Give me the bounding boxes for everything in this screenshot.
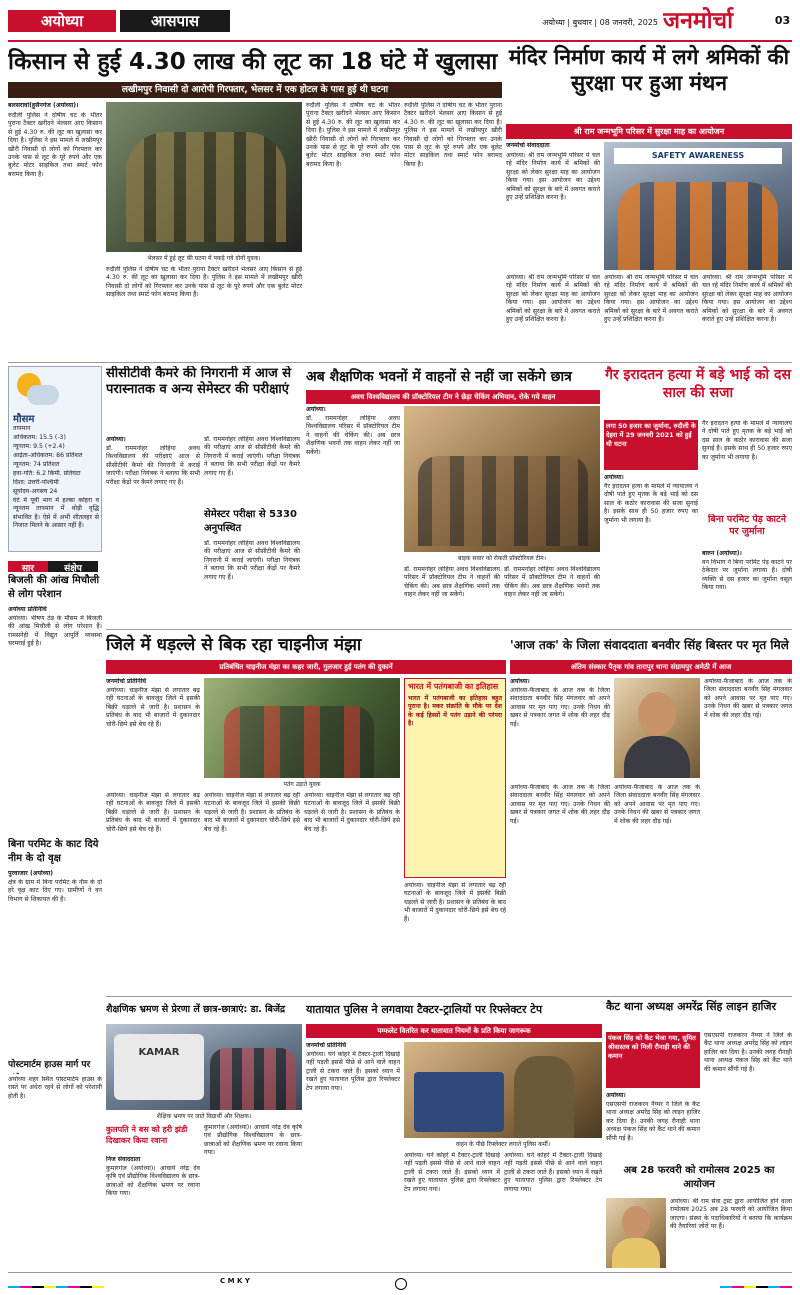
workers-figure (618, 182, 778, 270)
vehicles-body-col2: डॉ. राममनोहर लोहिया अवध विश्वविद्यालय परिसर में प्रॉक्टोरियल टीम ने वाहनों की चेकिंग की। अब छात्र शैक्षणिक भवनों तक वाहन लेकर नहीं जा सकेंगे। (404, 566, 500, 599)
weather-sunrise: सूर्योदय-अगस्त्य 24 (13, 488, 58, 495)
aajtak-body-col3: अयोध्या-फैजाबाद के आज तक के जिला संवाददाता बनवीर सिंह मंगलवार को अपने आवास पर मृत पाए गए। उनके निधन की खबर से पत्रकार जगत में शोक की लहर दौड़ गई। (510, 784, 610, 825)
cmyk-yellow (44, 1286, 56, 1288)
divider-3 (106, 996, 792, 997)
subsection-label: आसपास (120, 10, 230, 32)
cmyk-r-magenta-2 (780, 1286, 792, 1288)
cmyk-letter-m: M (227, 1277, 235, 1285)
saar-label (8, 556, 102, 572)
vehicles-dateline: अयोध्या। (306, 406, 326, 413)
tractor-figure (414, 1072, 504, 1132)
reflector-body-col2: अयोध्या। घने कोहरे में टैक्टर-ट्राली दिखाई नहीं पड़ती इससे पीछे से आने वाले वाहन ट्राली से टकरा जाते हैं। इसको ध्यान में रखते हुए यातायात पुलिस द्वारा रिफ्लेक्टर टेप लगाया गया। (404, 1152, 500, 1193)
officers-group-figure (126, 132, 286, 242)
bike-riders-figure (418, 456, 588, 546)
section-label: अयोध्या (8, 10, 116, 32)
saar-item1-headline: बिजली की आंख मिचौली से लोग परेशान (8, 575, 100, 600)
temple-body-col4: अयोध्या। श्री राम जन्मभूमि परिसर में चल रहे मंदिर निर्माण कार्य में श्रमिकों की सुरक्षा को लेकर सुरक्षा माह का आयोजन किया गया। इस आयोजन का उद्देश्य श्रमिकों को सुरक्षा के बारे में अवगत कराते हुए उन्हें प्रशिक्षित करना है। (702, 274, 792, 324)
permit-dateline: बारुन (अयोध्या)। (702, 550, 742, 557)
cmyk-r-yellow (744, 1286, 756, 1288)
cant-highlight: पंकज सिंह को कैंट भेजा गया, सुमित श्रीवास्तव को मिली रौनाही थाने की कमान (606, 1032, 700, 1088)
cant-body-col2: एसएसपी राजकरन नैय्यर ने जिले के कैंट थाना अध्यक्ष अमरेंद्र सिंह को लाइन हाजिर कर दिया है। उनकी जगह रौनाही थाना अध्यक्ष पंकज सिंह को कैंट थाने की कमान सौंपी गई है। (704, 1032, 792, 1073)
cmyk-cyan-2 (56, 1286, 68, 1288)
weather-box (8, 366, 102, 552)
murder-highlight: लगा 50 हजार का जुर्माना, रुदौली के देहरा में 29 जनवरी 2021 को हुई थी घटना (604, 420, 698, 470)
cctv-subheadline: सेमेस्टर परीक्षा से 5330 अनुपस्थित (204, 509, 297, 534)
saar-item2-dateline: पुरवाजार (अयोध्या) (8, 870, 54, 877)
lead-deck: लखीमपुर निवासी दो आरोपी गिरफ्तार, भेलसर में एक होटल के पास हुई थी घटना (8, 82, 502, 98)
reflector-dateline: जनमोर्चा प्रतिनिधि (306, 1042, 347, 1049)
manjha-body-col1: अयोध्या। चाइनीज मंझा से लगातार बढ़ रही घटनाओं के बावजूद जिले में इसकी बिक्री धड़ल्ले से जारी है। प्रशासन के प्रतिबंध के बाद भी बाजारों में दुकानदार चोरी-छिपे इसे बेच रहे हैं। (106, 687, 200, 728)
aajtak-body-col1: अयोध्या-फैजाबाद के आज तक के जिला संवाददाता बनवीर सिंह मंगलवार को अपने आवास पर मृत पाए गए। उनके निधन की खबर से पत्रकार जगत में शोक की लहर दौड़ गई। (510, 687, 610, 728)
lead-headline: किसान से हुई 4.30 लाख की लूट का 18 घंटे में खुलासा (8, 49, 498, 75)
cmyk-letter-c: C (220, 1277, 226, 1285)
edu-headline: शैक्षणिक भ्रमण से प्रेरणा लें छात्र-छात्राएं: डा. बिजेंद्र (106, 1004, 286, 1015)
permit-body: वन विभाग ने बिना परमिट पेड़ काटने पर ठेकेदार पर जुर्माना लगाया है। दोषी व्यक्ति से दस हजार का जुर्माना वसूल किया गया। (702, 559, 792, 592)
manjha-headline: जिले में धड़ल्ले से बिक रहा चाइनीज मंझा (106, 635, 362, 655)
cmyk-magenta (20, 1286, 32, 1288)
footer-rule (8, 1272, 792, 1273)
weather-body: घंटे में पूर्वी भाग में हल्का कोहरा व न्यूनतम तापमान में थोड़ी वृद्धि संभावित है। ऐसे में अभी शीतलहर से निजात मिलने के आसार नहीं हैं। (13, 497, 99, 530)
manjha-photo (204, 678, 400, 778)
saar-item1-body: अयोध्या। भीषण ठंड के मौसम में बिजली की आंख मिचौली से लोग परेशान हैं। रामसनेही में विद्युत आपूर्ति व्यवस्था चरमराई हुई है। (8, 615, 102, 648)
aajtak-body-col2: अयोध्या-फैजाबाद के आज तक के जिला संवाददाता बनवीर सिंह मंगलवार को अपने आवास पर मृत पाए गए। उनके निधन की खबर से पत्रकार जगत में शोक की लहर दौड़ गई। (704, 678, 792, 719)
cmyk-strip (8, 1278, 208, 1288)
saar-item3-headline: पोस्टमार्टम हाउस मार्ग पर (8, 1060, 91, 1070)
reflector-photo-caption: वाहन के पीछे रिफ्लेक्टर लगाते पुलिस कर्मी। (455, 1141, 551, 1148)
saar-item3-body: अयोध्या शहर स्थित पोस्टमार्टम हाउस के रास्ते पर अंधेरा रहने से लोगों को परेशानी होती है। (8, 1076, 102, 1100)
ramotsav-headline: अब 28 फरवरी को रामोत्सव 2025 का आयोजन (623, 1165, 775, 1190)
divider-2 (106, 629, 792, 630)
weather-humidity-min: न्यूनतम: 74 प्रतिशत (13, 461, 60, 468)
manjha-dateline: जनमोर्चा प्रतिनिधि (106, 678, 147, 685)
cmyk-strip-right (600, 1278, 792, 1288)
lead-body-col4: रुदौली पुलिस ने दोषीय चट के भीतर पुराना टैक्टर खरीदने भेलसर आए किसान से हुई 4.30 रु. की लूट का खुलासा कर दिया है। पुलिस ने इस मामले में लखीमपुर खीरी निवासी दो लोगों को गिरफ्तार कर उनके पास से लूट के पूरे रुपये और एक बुलेट मोटर साइकिल तथा स्मार्ट फोन बरामद किया है। (404, 102, 502, 168)
saar-word: सार (8, 561, 48, 572)
weather-humidity: आर्द्रता-अधिकतम: 86 प्रतिशत (13, 452, 83, 459)
ramotsav-body-shape (612, 1238, 660, 1268)
manjha-deck: प्रतिबंधित चाइनीज मंझा का कहर जारी, गुलजार हुई पतंग की दुकानें (106, 660, 506, 674)
weather-subtitle: तापमान (13, 425, 31, 432)
cmyk-letters (220, 1277, 280, 1289)
weather-direction: दिशा: उत्तरी-पश्चिमी (13, 479, 59, 486)
saar-item2-body: क्षेत्र के ग्राम में बिना परमिट के नीम के दो हरे वृक्ष काट दिए गए। ग्रामीणों ने वन विभाग से शिकायत की है। (8, 879, 102, 903)
sankshep-word: संक्षेप (48, 561, 98, 572)
history-box-body: भारत में पतंगबाजी का इतिहास बहुत पुराना है। मकर संक्रांति के मौके पर देश के कई हिस्सों में पतंग उड़ाने की परंपरा है। (408, 695, 502, 728)
reflector-body-col3: अयोध्या। घने कोहरे में टैक्टर-ट्राली दिखाई नहीं पड़ती इससे पीछे से आने वाले वाहन ट्राली से टकरा जाते हैं। इसको ध्यान में रखते हुए यातायात पुलिस द्वारा रिफ्लेक्टर टेप लगाया गया। (504, 1152, 602, 1193)
page-number: 03 (774, 14, 791, 27)
cmyk-black (32, 1286, 44, 1288)
manjha-body-col2: अयोध्या। चाइनीज मंझा से लगातार बढ़ रही घटनाओं के बावजूद जिले में इसकी बिक्री धड़ल्ले से जारी है। प्रशासन के प्रतिबंध के बाद भी बाजारों में दुकानदार चोरी-छिपे इसे बेच रहे हैं। (106, 792, 200, 833)
manjha-body-col3: अयोध्या। चाइनीज मंझा से लगातार बढ़ रही घटनाओं के बावजूद जिले में इसकी बिक्री धड़ल्ले से जारी है। प्रशासन के प्रतिबंध के बाद भी बाजारों में दुकानदार चोरी-छिपे इसे बेच रहे हैं। (204, 792, 300, 833)
ramotsav-head (622, 1206, 650, 1238)
cctv-headline: सीसीटीवी कैमरे की निगरानी में आज से परास्नातक व अन्य सेमेस्टर की परीक्षाएं (106, 366, 292, 397)
temple-deck: श्री राम जन्मभूमि परिसर में सुरक्षा माह का आयोजन (506, 124, 792, 139)
masthead-bar (8, 6, 792, 40)
aajtak-dateline: अयोध्या। (510, 678, 530, 685)
lead-body-col1: रुदौली पुलिस ने दोषीय चट के भीतर पुराना टैक्टर खरीदने भेलसर आए किसान से हुई 4.30 रु. की लूट का खुलासा कर दिया है। पुलिस ने इस मामले में लखीमपुर खीरी निवासी दो लोगों को गिरफ्तार कर उनके पास से लूट के पूरे रुपये और एक बुलेट मोटर साइकिल तथा स्मार्ट फोन बरामद किया है। (8, 112, 102, 178)
lead-photo (106, 102, 302, 252)
edu-body-col2: कुमारगंज (अयोध्या)। आचार्य नरेंद्र देव कृषि एवं प्रौद्योगिक विश्वविद्यालय के छात्र-छात्राओं को शैक्षणिक भ्रमण पर रवाना किया गया। (204, 1124, 302, 1157)
cmyk-letter-y: Y (244, 1277, 250, 1285)
vehicles-photo (404, 406, 600, 552)
murder-headline: गैर इरादतन हत्या में बड़े भाई को दस साल की सजा (605, 367, 791, 401)
edu-subheadline: कुलपति ने बस को हरी झंडी दिखाकर किया रवाना (106, 1125, 188, 1145)
vehicles-body-col1: डॉ. राममनोहर लोहिया अवध विश्वविद्यालय परिसर में प्रॉक्टोरियल टीम ने वाहनों की चेकिंग की। अब छात्र शैक्षणिक भवनों तक वाहन लेकर नहीं जा सकेंगे। (306, 415, 400, 456)
temple-photo (604, 142, 792, 270)
lead-photo-caption: भेलसर में हुई लूट की घटना में पकड़े गये दोनों युवक। (147, 255, 261, 262)
divider-1 (8, 362, 792, 363)
aajtak-portrait (614, 678, 700, 778)
manjha-body-col5: अयोध्या। चाइनीज मंझा से लगातार बढ़ रही घटनाओं के बावजूद जिले में इसकी बिक्री धड़ल्ले से जारी है। प्रशासन के प्रतिबंध के बाद भी बाजारों में दुकानदार चोरी-छिपे इसे बेच रहे हैं। (404, 882, 506, 923)
reflector-headline: यातायात पुलिस ने लगवाया टैक्टर-ट्रालियों पर रिफ्लेक्टर टेप (306, 1003, 543, 1016)
ramotsav-portrait (606, 1198, 666, 1268)
cmyk-letter-k: K (236, 1277, 243, 1285)
cant-body-col1: एसएसपी राजकरन नैय्यर ने जिले के कैंट थाना अध्यक्ष अमरेंद्र सिंह को लाइन हाजिर कर दिया है। उनकी जगह रौनाही थाना अध्यक्ष पंकज सिंह को कैंट थाने की कमान सौंपी गई है। (606, 1101, 700, 1142)
cctv-body-col2: डॉ. राममनोहर लोहिया अवध विश्वविद्यालय की परीक्षाएं आज से सीसीटीवी कैमरे की निगरानी में कराई जाएंगी। परीक्षा नियंत्रक ने बताया कि सभी परीक्षा केंद्रों पर कैमरे लगाए गए हैं। (204, 436, 300, 477)
safety-banner: SAFETY AWARENESS (614, 148, 782, 164)
reflector-body-col1: अयोध्या। घने कोहरे में टैक्टर-ट्राली दिखाई नहीं पड़ती इससे पीछे से आने वाले वाहन ट्राली से टकरा जाते हैं। इसको ध्यान में रखते हुए यातायात पुलिस द्वारा रिफ्लेक्टर टेप लगाया गया। (306, 1051, 400, 1092)
cmyk-yellow-2 (92, 1286, 104, 1288)
murder-dateline: अयोध्या। (604, 474, 624, 481)
reflector-photo (404, 1042, 602, 1138)
bus-label: KAMAR (138, 1047, 180, 1058)
weather-min: न्यूनतम: 9.5 (+2.4) (13, 443, 65, 450)
lead-body-col2: रुदौली पुलिस ने दोषीय चट के भीतर पुराना टैक्टर खरीदने भेलसर आए किसान से हुई 4.30 रु. की लूट का खुलासा कर दिया है। पुलिस ने इस मामले में लखीमपुर खीरी निवासी दो लोगों को गिरफ्तार कर उनके पास से लूट के पूरे रुपये और एक बुलेट मोटर साइकिल तथा स्मार्ट फोन बरामद किया है। (106, 266, 302, 299)
aajtak-body-col4: अयोध्या-फैजाबाद के आज तक के जिला संवाददाता बनवीर सिंह मंगलवार को अपने आवास पर मृत पाए गए। उनके निधन की खबर से पत्रकार जगत में शोक की लहर दौड़ गई। (614, 784, 700, 825)
edu-body-col1: कुमारगंज (अयोध्या)। आचार्य नरेंद्र देव कृषि एवं प्रौद्योगिक विश्वविद्यालय के छात्र-छात्राओं को शैक्षणिक भ्रमण पर रवाना किया गया। (106, 1165, 200, 1198)
kite-flyers-figure (224, 706, 374, 778)
bus-figure (114, 1034, 204, 1100)
police-figure (514, 1056, 574, 1138)
cctv-body-col3: डॉ. राममनोहर लोहिया अवध विश्वविद्यालय की परीक्षाएं आज से सीसीटीवी कैमरे की निगरानी में कराई जाएंगी। परीक्षा नियंत्रक ने बताया कि सभी परीक्षा केंद्रों पर कैमरे लगाए गए हैं। (204, 540, 300, 581)
manjha-history-box (404, 678, 506, 878)
weather-max: अधिकतम: 15.5 (-3) (13, 434, 66, 441)
edu-photo-caption: शैक्षिक भ्रमण पर जाते विद्यार्थी और शिक्षक। (156, 1113, 252, 1120)
vehicles-photo-caption: बाइक सवार को रोकती प्रॉक्टोरियल टीम। (457, 555, 547, 562)
top-rule (8, 40, 792, 42)
temple-body-col2: अयोध्या। श्री राम जन्मभूमि परिसर में चल रहे मंदिर निर्माण कार्य में श्रमिकों की सुरक्षा को लेकर सुरक्षा माह का आयोजन किया गया। इस आयोजन का उद्देश्य श्रमिकों को सुरक्षा के बारे में अवगत कराते हुए उन्हें प्रशिक्षित करना है। (506, 274, 600, 324)
weather-wind: हवा-गति: 6.2 किमी. प्रतिघंटा (13, 470, 81, 477)
cmyk-r-black (756, 1286, 768, 1288)
cmyk-cyan (8, 1286, 20, 1288)
edu-dateline: निज संवाददाता (106, 1156, 141, 1163)
murder-body-col2: गैर इरादतन हत्या के मामले में न्यायालय ने दोषी पाते हुए मृतक के बड़े भाई को दस साल के कठोर कारावास की सजा सुनाई है। इसके साथ ही 50 हजार रुपए का जुर्माना भी लगाया है। (702, 420, 792, 461)
dateline: अयोध्या | बुधवार | 08 जनवरी, 2025 (542, 18, 658, 27)
temple-body-col1: अयोध्या। श्री राम जन्मभूमि परिसर में चल रहे मंदिर निर्माण कार्य में श्रमिकों की सुरक्षा को लेकर सुरक्षा माह का आयोजन किया गया। इस आयोजन का उद्देश्य श्रमिकों को सुरक्षा के बारे में अवगत कराते हुए उन्हें प्रशिक्षित करना है। (506, 152, 600, 202)
cmyk-magenta-2 (68, 1286, 80, 1288)
lead-body-col3: रुदौली पुलिस ने दोषीय चट के भीतर पुराना टैक्टर खरीदने भेलसर आए किसान से हुई 4.30 रु. की लूट का खुलासा कर दिया है। पुलिस ने इस मामले में लखीमपुर खीरी निवासी दो लोगों को गिरफ्तार कर उनके पास से लूट के पूरे रुपये और एक बुलेट मोटर साइकिल तथा स्मार्ट फोन बरामद किया है। (306, 102, 400, 168)
paper-name: जनमोर्चा (663, 8, 734, 34)
history-box-title: भारत में पतंगबाजी का इतिहास (408, 682, 499, 691)
cant-dateline: अयोध्या। (606, 1092, 626, 1099)
weather-icon (17, 373, 59, 409)
cmyk-r-cyan (720, 1286, 732, 1288)
manjha-photo-caption: पतंग उड़ाते युवक (283, 781, 321, 788)
temple-headline: मंदिर निर्माण कार्य में लगे श्रमिकों की सुरक्षा पर हुआ मंथन (508, 45, 790, 95)
permit-headline: बिना परमिट पेड़ काटने पर जुर्माना (707, 514, 787, 537)
vehicles-headline: अब शैक्षणिक भवनों में वाहनों से नहीं जा सकेंगे छात्र (306, 369, 572, 385)
portrait-head (638, 692, 676, 736)
weather-title: मौसम (13, 414, 35, 425)
lead-dateline: बलसरावां(हुसैनगंज (अयोध्या)। (8, 102, 79, 109)
aajtak-headline: 'आज तक' के जिला संवाददाता बनवीर सिंह बिस्तर पर मृत मिले (510, 638, 789, 652)
temple-body-col3: अयोध्या। श्री राम जन्मभूमि परिसर में चल रहे मंदिर निर्माण कार्य में श्रमिकों की सुरक्षा को लेकर सुरक्षा माह का आयोजन किया गया। इस आयोजन का उद्देश्य श्रमिकों को सुरक्षा के बारे में अवगत कराते हुए उन्हें प्रशिक्षित करना है। (604, 274, 698, 324)
reflector-deck: पम्फलेट वितरित कर यातायात नियमों के प्रति किया जागरूक (306, 1024, 602, 1038)
cant-headline: कैट थाना अध्यक्ष अमरेंद्र सिंह लाइन हाजिर (606, 1000, 777, 1013)
vehicles-deck: अवध विश्वविद्यालय की प्रॉक्टोरियल टीम ने छेड़ा चेकिंग अभियान, रोके गये वाहन (306, 390, 600, 404)
cmyk-r-magenta (732, 1286, 744, 1288)
vehicles-body-col3: डॉ. राममनोहर लोहिया अवध विश्वविद्यालय परिसर में प्रॉक्टोरियल टीम ने वाहनों की चेकिंग की। अब छात्र शैक्षणिक भवनों तक वाहन लेकर नहीं जा सकेंगे। (504, 566, 600, 599)
aajtak-deck: अंतिम संस्कार पैतृक गांव तारापुर थाना संग्रामपुर अमेठी में आज (510, 660, 792, 674)
portrait-body (624, 736, 690, 778)
saar-item2-headline: बिना परमिट के काट दिये नीम के दो वृक्ष (8, 839, 99, 864)
registration-mark (395, 1278, 407, 1290)
saar-item1-dateline: अयोध्या प्रतिनिधि (8, 606, 47, 613)
temple-dateline: जनमोर्चा संवाददाता (506, 142, 550, 149)
murder-body-col1: गैर इरादतन हत्या के मामले में न्यायालय ने दोषी पाते हुए मृतक के बड़े भाई को दस साल के कठोर कारावास की सजा सुनाई है। इसके साथ ही 50 हजार रुपए का जुर्माना भी लगाया है। (604, 483, 698, 524)
cmyk-r-cyan-2 (768, 1286, 780, 1288)
edu-photo (106, 1024, 302, 1110)
cmyk-black-2 (80, 1286, 92, 1288)
manjha-body-col4: अयोध्या। चाइनीज मंझा से लगातार बढ़ रही घटनाओं के बावजूद जिले में इसकी बिक्री धड़ल्ले से जारी है। प्रशासन के प्रतिबंध के बाद भी बाजारों में दुकानदार चोरी-छिपे इसे बेच रहे हैं। (304, 792, 400, 833)
cctv-body-col1: डॉ. राममनोहर लोहिया अवध विश्वविद्यालय की परीक्षाएं आज से सीसीटीवी कैमरे की निगरानी में कराई जाएंगी। परीक्षा नियंत्रक ने बताया कि सभी परीक्षा केंद्रों पर कैमरे लगाए गए हैं। (106, 445, 200, 486)
ramotsav-body: अयोध्या। श्री राम सेवा ट्रस्ट द्वारा आयोजित होने वाला रामोत्सव 2025 अब 28 फरवरी को आयोजित किया जाएगा। संस्था के पदाधिकारियों ने बताया कि कार्यक्रम की तैयारियां जोरों पर हैं। (670, 1198, 792, 1231)
cctv-dateline: अयोध्या। (106, 436, 126, 443)
students-figure (210, 1048, 296, 1110)
